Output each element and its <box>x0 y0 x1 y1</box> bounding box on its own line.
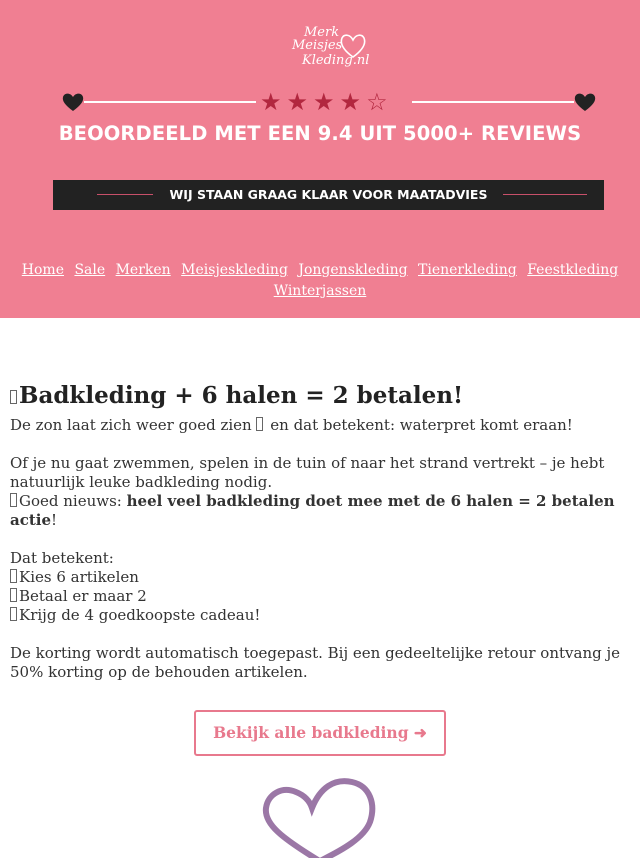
size-advice-text: WIJ STAAN GRAAG KLAAR VOOR MAATADVIES <box>169 187 488 202</box>
good-news-text <box>10 492 620 530</box>
logo-word-3: Kleding.nl <box>302 53 370 68</box>
meaning-label: Dat betekent: <box>10 549 114 567</box>
intro-text <box>10 416 620 435</box>
rating-stars <box>260 88 388 116</box>
logo-word-1: Merk <box>304 25 340 40</box>
right-heart-icon <box>574 92 596 112</box>
nav-sale[interactable]: Sale <box>74 262 106 278</box>
rating-line-right <box>412 101 574 103</box>
half-star-icon: ☆ <box>366 88 388 116</box>
discount-info-text: De korting wordt automatisch toegepast. Bij een gedeeltelijke retour ontvang je 50% korting op de behouden artikelen. <box>10 644 620 681</box>
rating-line-left <box>84 101 256 103</box>
logo-heart-icon <box>338 32 368 60</box>
star-icon: ★ <box>339 88 362 116</box>
good-news-prefix: Goed nieuws: <box>19 492 127 510</box>
star-icon: ★ <box>286 88 309 116</box>
view-swimwear-button[interactable]: Bekijk alle badkleding ➜ <box>194 710 446 756</box>
nav-tienerkleding[interactable]: Tienerkleding <box>418 262 517 278</box>
good-news-highlight: heel veel badkleding doet mee met de 6 halen = 2 betalen actie <box>10 492 615 529</box>
nav-winterjassen[interactable]: Winterjassen <box>273 283 367 299</box>
emoji-icon <box>10 390 17 404</box>
intro-part-2: en dat betekent: waterpret komt eraan! <box>270 416 573 434</box>
nav-meisjeskleding[interactable]: Meisjeskleding <box>181 262 288 278</box>
star-icon: ★ <box>260 88 282 116</box>
step-text: Krijg de 4 goedkoopste cadeau! <box>19 606 261 624</box>
decorative-heart-icon <box>262 778 378 858</box>
reviews-title: BEOORDEELD MET EEN 9.4 UIT 5000+ REVIEWS <box>58 122 582 145</box>
check-emoji-icon <box>10 588 17 602</box>
size-advice-bar <box>53 180 604 210</box>
star-icon: ★ <box>313 88 335 116</box>
paragraph-swimming: Of je nu gaat zwemmen, spelen in de tuin of naar het strand vertrekt – je hebt natuurlijk leuke badkleding nodig. <box>10 454 605 491</box>
good-news-suffix: ! <box>51 511 58 529</box>
step-text: Kies 6 artikelen <box>19 568 139 586</box>
nav-feestkleding[interactable]: Feestkleding <box>527 262 619 278</box>
cta-wrapper <box>194 710 446 756</box>
page-title-text: Badkleding + 6 halen = 2 betalen! <box>19 382 464 409</box>
sun-emoji-icon <box>256 417 263 431</box>
check-emoji-icon <box>10 607 17 621</box>
nav-jongenskleding[interactable]: Jongenskleding <box>298 262 408 278</box>
site-logo[interactable] <box>288 24 372 76</box>
page-title <box>10 380 620 412</box>
step-text: Betaal er maar 2 <box>19 587 147 605</box>
logo-word-2: Meisjes <box>292 38 343 53</box>
list-item <box>10 587 620 606</box>
left-heart-icon <box>62 92 84 112</box>
emoji-icon <box>10 493 17 507</box>
list-item <box>10 568 620 587</box>
intro-part-1: De zon laat zich weer goed zien <box>10 416 252 434</box>
rating-row <box>62 88 598 118</box>
list-item <box>10 606 620 625</box>
main-nav <box>10 260 630 302</box>
header-banner <box>0 0 640 318</box>
check-emoji-icon <box>10 569 17 583</box>
article-content <box>10 380 620 682</box>
nav-merken[interactable]: Merken <box>115 262 171 278</box>
nav-home[interactable]: Home <box>21 262 64 278</box>
